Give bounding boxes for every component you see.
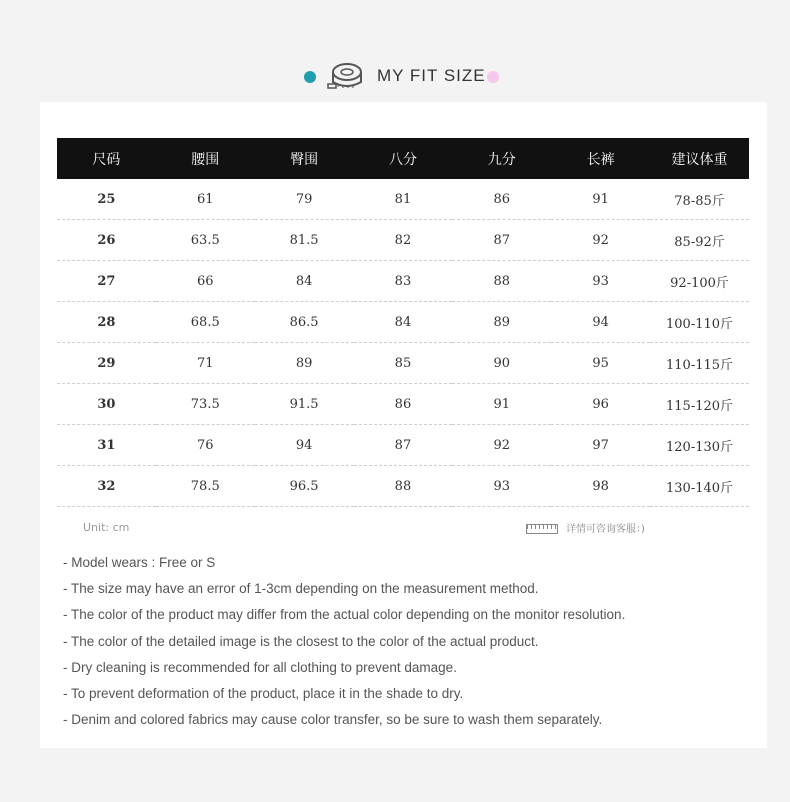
size-cell: 26 bbox=[57, 220, 156, 261]
table-cell: 94 bbox=[551, 302, 650, 343]
table-cell: 91 bbox=[452, 384, 551, 425]
table-cell: 88 bbox=[452, 261, 551, 302]
table-cell: 73.5 bbox=[156, 384, 255, 425]
size-cell: 25 bbox=[57, 179, 156, 220]
table-cell: 81.5 bbox=[255, 220, 354, 261]
column-header: 九分 bbox=[487, 151, 516, 168]
size-cell: 29 bbox=[57, 343, 156, 384]
table-cell: 96 bbox=[551, 384, 650, 425]
column-header: 臀围 bbox=[290, 151, 319, 168]
table-cell: 78-85斤 bbox=[650, 179, 749, 220]
table-cell: 83 bbox=[354, 261, 453, 302]
table-cell: 87 bbox=[452, 220, 551, 261]
table-cell: 95 bbox=[551, 343, 650, 384]
table-cell: 82 bbox=[354, 220, 453, 261]
table-cell: 115-120斤 bbox=[650, 384, 749, 425]
table-cell: 92 bbox=[452, 425, 551, 466]
table-body bbox=[57, 179, 749, 507]
size-cell: 30 bbox=[57, 384, 156, 425]
list-item: - Dry cleaning is recommended for all clothing to prevent damage. bbox=[63, 659, 457, 675]
table-cell: 84 bbox=[255, 261, 354, 302]
consult-note bbox=[526, 520, 645, 535]
measuring-tape-icon bbox=[326, 62, 364, 90]
list-item: - Denim and colored fabrics may cause color transfer, so be sure to wash them separately. bbox=[63, 712, 603, 728]
table-cell: 76 bbox=[156, 425, 255, 466]
column-header: 尺码 bbox=[92, 151, 121, 168]
table-cell: 63.5 bbox=[156, 220, 255, 261]
ruler-icon bbox=[526, 524, 558, 534]
table-cell: 71 bbox=[156, 343, 255, 384]
table-cell: 92-100斤 bbox=[650, 261, 749, 302]
table-cell: 98 bbox=[551, 466, 650, 507]
notes-list bbox=[63, 550, 625, 733]
table-cell: 90 bbox=[452, 343, 551, 384]
table-cell: 84 bbox=[354, 302, 453, 343]
table-cell: 85 bbox=[354, 343, 453, 384]
consult-text: 详情可咨询客服：) bbox=[566, 524, 645, 535]
table-row bbox=[57, 384, 749, 425]
list-item: - To prevent deformation of the product, place it in the shade to dry. bbox=[63, 685, 464, 701]
table-cell: 86 bbox=[452, 179, 551, 220]
table-cell: 61 bbox=[156, 179, 255, 220]
table-cell: 94 bbox=[255, 425, 354, 466]
list-item: - Model wears : Free or S bbox=[63, 555, 216, 570]
table-cell: 120-130斤 bbox=[650, 425, 749, 466]
column-header: 腰围 bbox=[191, 151, 220, 168]
column-header: 八分 bbox=[388, 151, 417, 168]
table-cell: 79 bbox=[255, 179, 354, 220]
column-header: 建议体重 bbox=[671, 151, 728, 168]
table-row bbox=[57, 466, 749, 507]
table-cell: 68.5 bbox=[156, 302, 255, 343]
table-cell: 89 bbox=[452, 302, 551, 343]
table-cell: 89 bbox=[255, 343, 354, 384]
table-cell: 66 bbox=[156, 261, 255, 302]
table-cell: 87 bbox=[354, 425, 453, 466]
table-header-row bbox=[57, 138, 749, 179]
table-cell: 100-110斤 bbox=[650, 302, 749, 343]
table-row bbox=[57, 261, 749, 302]
table-cell: 81 bbox=[354, 179, 453, 220]
size-cell: 32 bbox=[57, 466, 156, 507]
page-header bbox=[0, 62, 790, 92]
table-cell: 78.5 bbox=[156, 466, 255, 507]
table-row bbox=[57, 425, 749, 466]
column-header: 长裤 bbox=[586, 151, 615, 168]
table-cell: 91.5 bbox=[255, 384, 354, 425]
table-cell: 86 bbox=[354, 384, 453, 425]
size-cell: 28 bbox=[57, 302, 156, 343]
list-item: - The size may have an error of 1-3cm depending on the measurement method. bbox=[63, 581, 539, 597]
table-cell: 91 bbox=[551, 179, 650, 220]
table-row bbox=[57, 220, 749, 261]
list-item: - The color of the product may differ from the actual color depending on the monitor resolution. bbox=[63, 607, 626, 623]
size-cell: 27 bbox=[57, 261, 156, 302]
table-cell: 86.5 bbox=[255, 302, 354, 343]
table-row bbox=[57, 343, 749, 384]
table-cell: 93 bbox=[551, 261, 650, 302]
table-cell: 110-115斤 bbox=[650, 343, 749, 384]
table-cell: 93 bbox=[452, 466, 551, 507]
size-card bbox=[40, 102, 767, 748]
table-cell: 97 bbox=[551, 425, 650, 466]
table-cell: 92 bbox=[551, 220, 650, 261]
pink-dot-icon bbox=[487, 71, 499, 83]
table-cell: 88 bbox=[354, 466, 453, 507]
table-cell: 85-92斤 bbox=[650, 220, 749, 261]
table-cell: 96.5 bbox=[255, 466, 354, 507]
list-item: - The color of the detailed image is the closest to the color of the actual product. bbox=[63, 633, 539, 649]
table-row bbox=[57, 179, 749, 220]
table-row bbox=[57, 302, 749, 343]
size-cell: 31 bbox=[57, 425, 156, 466]
unit-label: Unit: cm bbox=[83, 521, 130, 534]
table-cell: 130-140斤 bbox=[650, 466, 749, 507]
teal-dot-icon bbox=[304, 71, 316, 83]
size-table bbox=[57, 138, 749, 507]
page-title: MY FIT SIZE bbox=[377, 66, 486, 85]
